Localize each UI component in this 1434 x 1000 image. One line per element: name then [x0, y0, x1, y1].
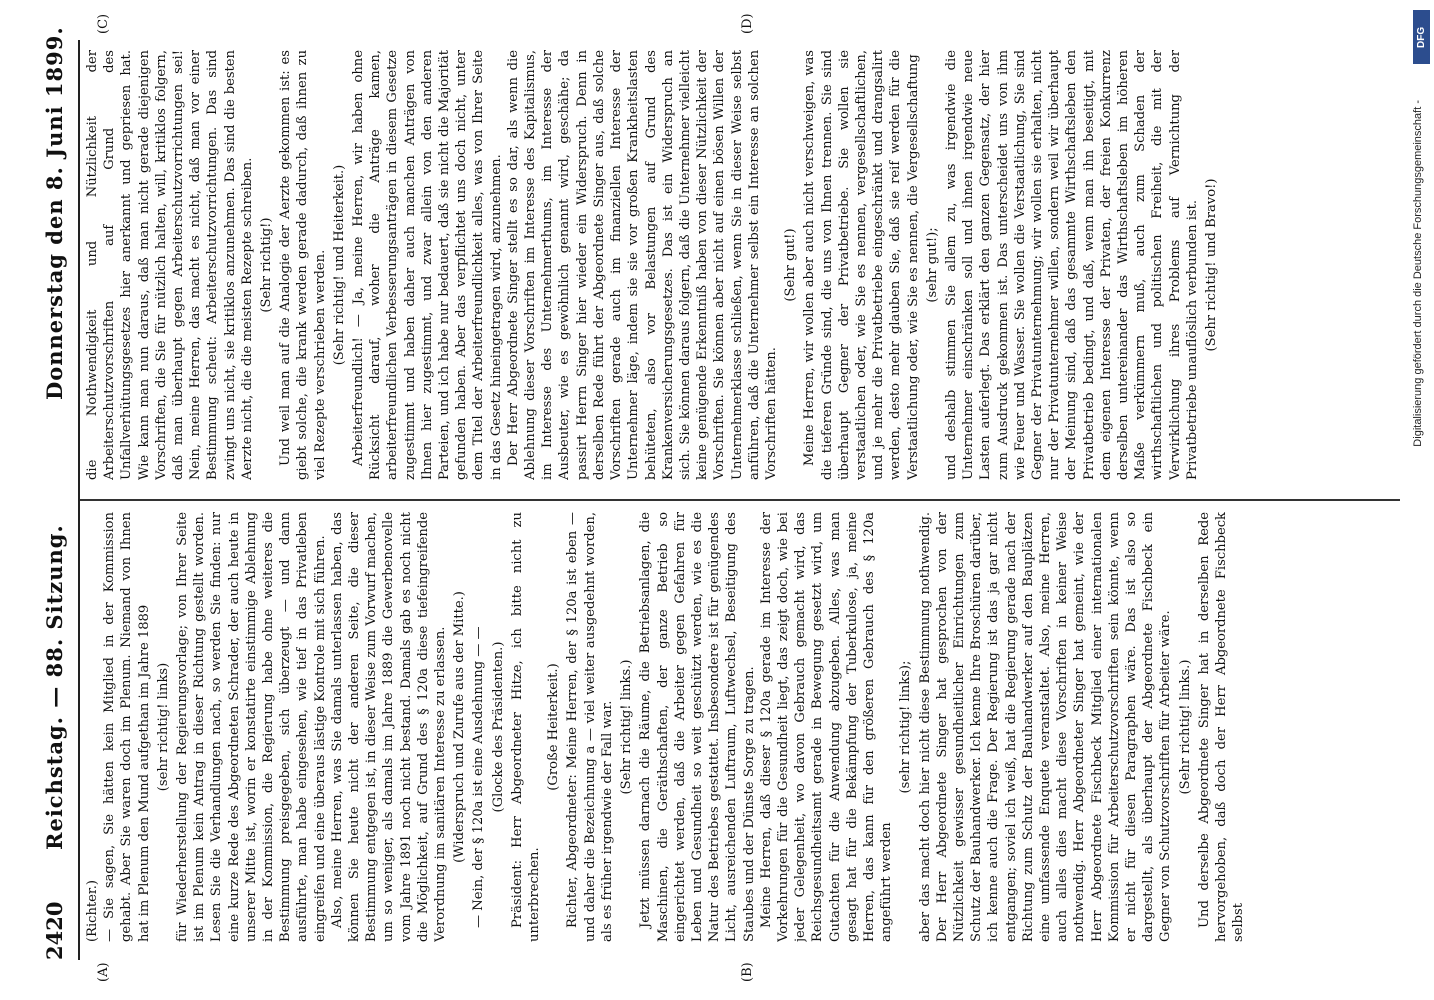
funding-credit-strip	[1410, 0, 1434, 1000]
paragraph: Meine Herren, wir wollen aber auch nicht verschweigen, was die tieferen Gründe sind, die uns von Ihnen trennen. Sie sind überhaupt Gegner der Privatbetriebe. Sie wollen sie verstaatlichen oder, wie Sie es nennen, vergesellschaftlichen, und je mehr die Privatbetriebe eingeschränkt und drangsalirt werden, desto mehr glauben Sie, daß sie reif werden für die Verstaatlichung oder, wie Sie es nennen, die Vergesellschaftung	[802, 50, 921, 480]
date-line: Donnerstag den 8. Juni 1899.	[42, 26, 67, 400]
left-column	[84, 512, 1394, 942]
paragraph: aber das macht doch hier nicht diese Bestimmung nothwendig. Der Herr Abgeordnete Singer hat gesprochen von der Nützlichkeit gewisser gesundheitlicher Einrichtungen zum Schutz der Bauhandwerker. Ich kenne Ihre Broschüren darüber, ich kenne auch die Frage. Der Regierung ist das ja gar nicht entgangen; soviel ich weiß, hat die Regierung gerade nach der Richtung zum Schutz der Bauhandwerker auf den Bauplätzen eine umfassende Enquete veranstaltet. Also, meine Herren, auch alles dies macht diese Vorschriften in keiner Weise nothwendig. Herr Abgeordneter Singer hat gemeint, wie der Herr Abgeordnete Fischbeck Mitglied einer internationalen Kommission für Arbeiterschutzvorschriften sein könnte, wenn er nicht für diesen Paragraphen wäre. Das ist also so dargestellt, als überhaupt der Abgeordnete Fischbeck ein Gegner von Schutzvorschriften für Arbeiter wäre.	[917, 512, 1174, 942]
margin-marker-d: (D)	[740, 13, 755, 34]
paragraph: für Wiederherstellung der Regierungsvorlage; von Ihrer Seite ist im Plenum kein Antrag in dieser Richtung gestellt worden. Lesen Sie die Verhandlungen nach, so werden Sie finden: nur eine kurze Rede des Abgeordneten Schrader, der auch heute in unserer Mitte ist, worin er konstatirte einstimmige Ablehnung in der Kommission, die Regierung habe ohne weiteres die Bestimmung preisgegeben, sich überzeugt — und dann ausführte, man habe eingesehen, wie tief in das Privatleben eingreifen und eine überaus lästige Kontrole mit sich führen.	[175, 512, 328, 942]
paragraph: — Sie sagen, Sie hätten kein Mitglied in der Kommission gehabt. Aber Sie waren doch im Plenum. Niemand von Ihnen hat im Plenum den Mund aufgethan im Jahre 1889	[102, 512, 152, 942]
interjection: (sehr richtig! links)	[155, 662, 171, 792]
margin-marker-c: (C)	[96, 13, 111, 34]
interjection: (Sehr richtig! und Heiterkeit.)	[331, 164, 347, 366]
right-column	[84, 50, 1394, 480]
speaker-paragraph: Richter, Abgeordneter: Meine Herren, der § 120a ist eben — und daher die Bezeichnung a — viel weiter ausgedehnt worden, als es früher irgendwie der Fall war.	[565, 512, 615, 942]
paragraph: die Nothwendigkeit und Nützlichkeit der Arbeiterschutzvorschriften auf Grund des Unfallverhütungsgesetzes hier anerkannt und gepriesen hat. Wie kann man nun daraus, daß man nicht gerade diejenigen Vorschriften, die Sie für nützlich halten, will, kritiklos folgern, daß man überhaupt gegen Arbeiterschutzvorrichtungen sei! Nein, meine Herren, das macht es nicht, daß man vor einer Bestimmung scheut: Arbeiterschutzvorrichtungen. Das sind zwingt uns nicht, sie kritiklos anzunehmen. Das sind die besten Aerzte nicht, die die meisten Rezepte schreiben.	[85, 50, 255, 480]
dfg-logo: DFG	[1413, 10, 1430, 64]
paragraph: Also, meine Herren, was Sie damals unterlassen haben, das können Sie heute nicht der anderen Seite, die dieser Bestimmung entgegen ist, in dieser Weise zum Vorwurf machen, um so weniger, als damals im Jahre 1889 die Gewerbenovelle vom Jahre 1891 noch nicht bestand. Damals gab es noch nicht die Möglichkeit, auf Grund des § 120a diese tiefeingreifende Verordnung im sanitären Interesse zu erlassen.	[329, 512, 449, 942]
speaker-continuation: (Richter.)	[85, 879, 100, 942]
column-divider	[80, 499, 1400, 501]
interjection: (Glocke des Präsidenten.)	[490, 641, 506, 813]
paragraph: Meine Herren, daß dieser § 120a gerade im Interesse der Vorkehrungen für die Gesundheit liegt, das zeigt doch, wie bei jeder Gelegenheit, wo davon Gebrauch gemacht wird, das Reichsgesundheitsamt gerade in Bewegung gesetzt wird, um Gutachten für die Anwendung abzugeben. Alles, was man gesagt hat für die Bekämpfung der Tuberkulose, ja, meine Herren, das kann für den größeren Gebrauch des § 120a angeführt werden	[758, 512, 895, 942]
paragraph: — Nein, der § 120a ist eine Ausdehnung — —	[471, 626, 487, 928]
paragraph: und deshalb stimmen Sie allem zu, was irgendwie die Unternehmer einschränken soll und ihnen irgendwie neue Lasten auferlegt. Das erklärt den ganzen Gegensatz, der hier zum Ausdruck gekommen ist. Das unterscheidet uns von ihm wie Feuer und Wasser. Sie wollen die Verstaatlichung, Sie sind Gegner der Privatunternehmung; wir wollen sie erhalten, nicht nur der Privatunternehmer willen, sondern weil wir überhaupt der Meinung sind, daß das gesammte Wirthschaftsleben den Privatbetrieb bedingt, und daß, wenn man ihn beseitigt, mit dem eigenen Interesse der Privaten, der freien Konkurrenz derselben untereinander das Wirthschaftsleben im höheren Maße verkümmern muß, auch zum Schaden der wirthschaftlichen und politischen Freiheit, die mit der Verwirklichung ihres Problems auf Vernichtung der Privatbetriebe unauflöslich verbunden ist.	[943, 50, 1200, 480]
running-title: Reichstag. — 88. Sitzung.	[42, 524, 67, 850]
funding-credit-text: Digitalisierung gefördert durch die Deutsche Forschungsgemeinschaft -	[1412, 100, 1424, 447]
paragraph: Der Herr Abgeordnete Singer stellt es so dar, als wenn die Ablehnung dieser Vorschriften im Interesse des Kapitalismus, im Interesse des Unternehmerthums, im Interesse der Ausbeuter, wie es gewöhnlich genannt wird, geschähe; da passirt Herrn Singer hier wieder ein Widerspruch. Denn in derselben Rede führt der Abgeordnete Singer aus, daß solche Vorschriften gerade auch im finanziellen Interesse der Unternehmer läge, indem sie sie vor großen Krankheitslasten behüteten, also vor Belastungen auf Grund des Krankenversicherungsgesetzes. Das ist ein Widerspruch an sich. Sie können daraus folgern, daß die Unternehmer vielleicht keine genügende Erkenntniß haben von dieser Nützlichkeit der Vorschriften. Sie können aber nicht auf einen bösen Willen der Unternehmerklasse schließen, wenn Sie in dieser Weise selbst anführen, daß die Unternehmer selbst ein Interesse an solchen Vorschriften hätten.	[505, 50, 779, 480]
margin-marker-b: (B)	[740, 962, 755, 982]
interjection: (Sehr richtig! und Bravo!)	[1204, 178, 1219, 352]
interjection: (Sehr richtig! links.)	[619, 659, 635, 795]
paragraph: Jetzt müssen darnach die Räume, die Betriebsanlagen, die Maschinen, die Geräthschaften, der ganze Betrieb so eingerichtet werden, daß die Arbeiter gegen Gefahren für Leben und Gesundheit so weit geschützt werden, wie es die Natur des Betriebes gestattet. Insbesondere ist für genügendes Licht, ausreichenden Luftraum, Luftwechsel, Beseitigung des Staubes und der Dünste Sorge zu tragen.	[638, 512, 757, 942]
paragraph: Arbeiterfreundlich! — Ja, meine Herren, wir haben ohne Rücksicht darauf, woher die Anträge kamen, arbeiterfreundlichen Verbesserungsanträgen in diesem Gesetze zugestimmt und haben daher auch manchen Anträgen von Ihnen hier zugestimmt, und zwar allein von den anderen Parteien, und ich habe nur bedauert, daß sie nicht die Majorität gefunden haben. Aber das verpflichtet uns doch nicht, unter dem Titel der Arbeiterfreundlichkeit alles, was von Ihrer Seite in das Gesetz hineingetragen wird, anzunehmen.	[351, 50, 504, 480]
margin-marker-a: (A)	[96, 962, 111, 982]
interjection: (Sehr richtig!)	[259, 217, 275, 313]
paragraph: Und derselbe Abgeordnete Singer hat in derselben Rede hervorgehoben, daß doch der Herr Abgeordnete Fischbeck selbst	[1196, 512, 1247, 942]
interjection: (Sehr gut!)	[783, 228, 799, 302]
interjection: (Widerspruch und Zurufe aus der Mitte.)	[452, 591, 468, 863]
interjection: (Sehr richtig! links.)	[1177, 659, 1193, 795]
paragraph: Und weil man auf die Analogie der Aerzte gekommen ist: es giebt solche, die krank werden gerade dadurch, daß ihnen zu viel Rezepte verschrieben werden.	[278, 50, 328, 480]
president-remark: Präsident: Herr Abgeordneter Hitze, ich bitte nicht zu unterbrechen.	[509, 512, 543, 942]
page-number: 2420	[42, 901, 67, 960]
interjection: (sehr richtig! links);	[898, 660, 914, 794]
interjection: (Große Heiterkeit.)	[546, 663, 562, 791]
page-header	[38, 26, 74, 960]
interjection: (sehr gut!);	[924, 227, 940, 303]
